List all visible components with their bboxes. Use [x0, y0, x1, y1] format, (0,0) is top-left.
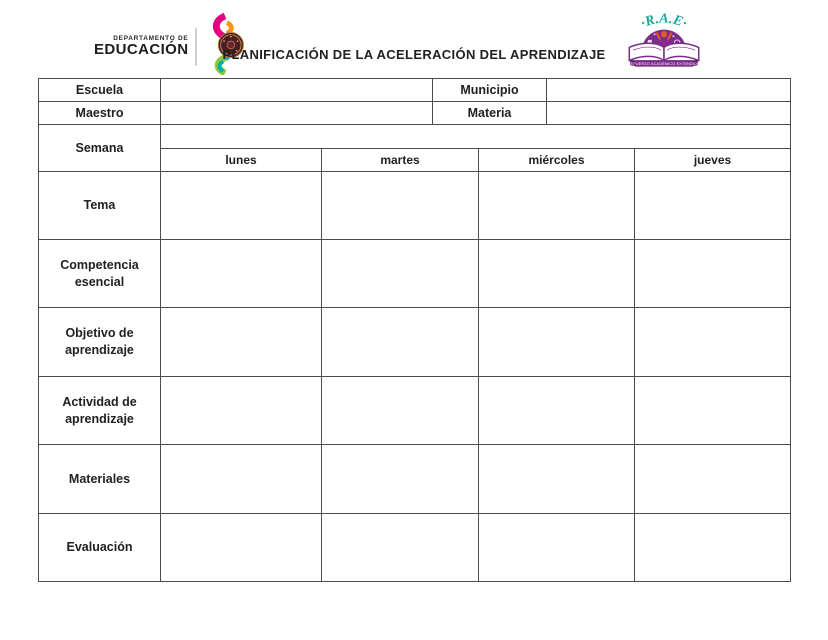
day-header-miercoles: miércoles [479, 149, 635, 172]
rae-logo [617, 8, 711, 74]
entry-cell [479, 514, 635, 582]
day-header-lunes: lunes [161, 149, 322, 172]
rae-banner [628, 60, 700, 67]
header-cell-maestro: Maestro [39, 102, 161, 125]
rae-acronym-arc: ·R.A.E· [638, 10, 690, 32]
planner-table [38, 78, 791, 582]
entry-cell [161, 308, 322, 377]
entry-cell [161, 172, 322, 240]
header-cell-materia: Materia [433, 102, 547, 125]
row-label-tema: Tema [39, 172, 161, 240]
rae-banner-text: REFUERZO ACADÉMICO EXTENDIDO [627, 61, 701, 66]
entry-cell [635, 514, 791, 582]
entry-cell [161, 240, 322, 308]
input-cell-municipio [547, 79, 791, 102]
entry-cell [322, 240, 479, 308]
entry-cell [479, 445, 635, 514]
entry-cell [322, 514, 479, 582]
entry-cell [635, 445, 791, 514]
entry-cell [635, 377, 791, 445]
row-label-objetivo-de-aprendizaje: Objetivo de aprendizaje [39, 308, 161, 377]
entry-cell [479, 377, 635, 445]
page-title: PLANIFICACIÓN DE LA ACELERACIÓN DEL APRENDIZAJE [222, 47, 606, 62]
entry-cell [161, 377, 322, 445]
header-cell-semana: Semana [39, 125, 161, 172]
row-label-actividad-de-aprendizaje: Actividad de aprendizaje [39, 377, 161, 445]
entry-cell [161, 445, 322, 514]
entry-cell [322, 308, 479, 377]
entry-cell [322, 172, 479, 240]
row-label-competencia-esencial: Competencia esencial [39, 240, 161, 308]
entry-cell [635, 308, 791, 377]
input-cell-maestro [161, 102, 433, 125]
input-cell-escuela [161, 79, 433, 102]
row-label-evaluacion: Evaluación [39, 514, 161, 582]
entry-cell [161, 514, 322, 582]
entry-cell [479, 240, 635, 308]
day-header-martes: martes [322, 149, 479, 172]
entry-cell [635, 240, 791, 308]
entry-cell [479, 172, 635, 240]
entry-cell [635, 172, 791, 240]
department-small-text: DEPARTAMENTO DE [113, 34, 189, 42]
day-header-jueves: jueves [635, 149, 791, 172]
input-cell-materia [547, 102, 791, 125]
input-cell-semana [161, 125, 791, 149]
department-large-text: EDUCACIÓN [94, 40, 189, 58]
entry-cell [322, 377, 479, 445]
header-cell-escuela: Escuela [39, 79, 161, 102]
entry-cell [479, 308, 635, 377]
row-label-materiales: Materiales [39, 445, 161, 514]
header-cell-municipio: Municipio [433, 79, 547, 102]
entry-cell [322, 445, 479, 514]
